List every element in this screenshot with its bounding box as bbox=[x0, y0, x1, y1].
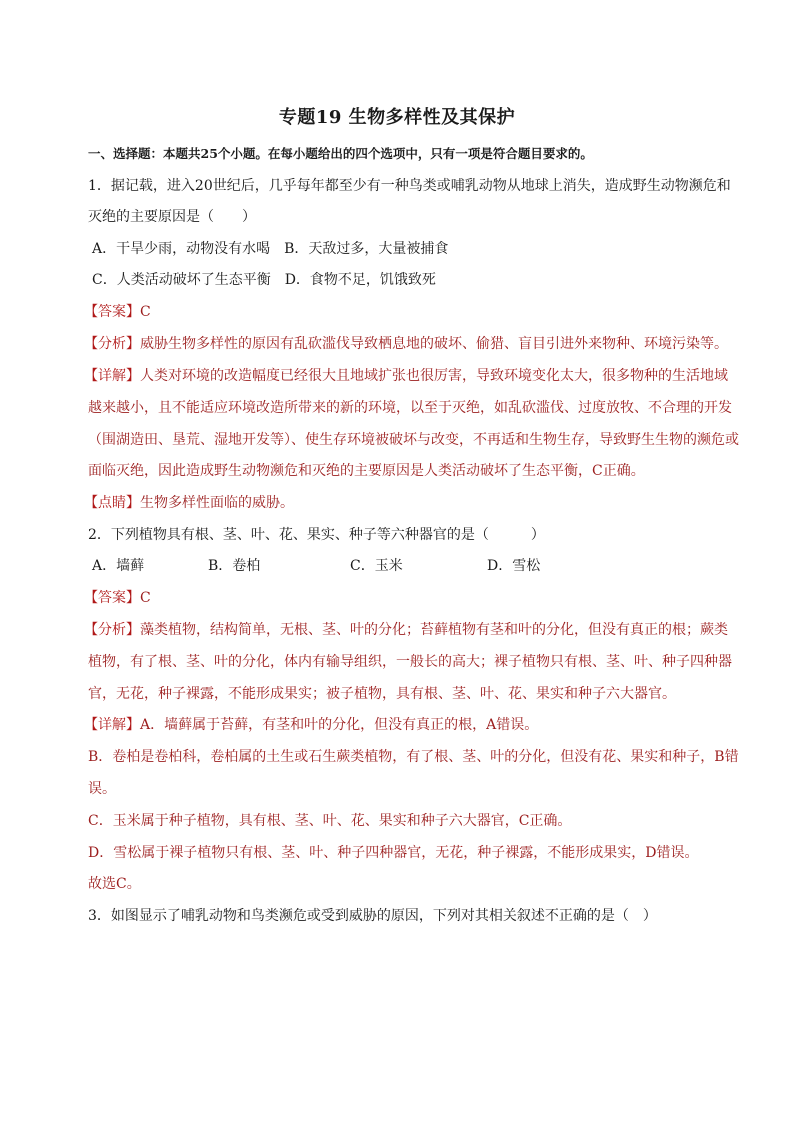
q1-detail-line-2: 越来越小，且不能适应环境改造所带来的新的环境，以至于灭绝，如乱砍滥伐、过度放牧、不合理的开发 bbox=[88, 400, 732, 416]
q2-conclusion: 故选C。 bbox=[88, 876, 141, 892]
analysis-text: 威胁生物多样性的原因有乱砍滥伐导致栖息地的破坏、偷猎、盲目引进外来物种、环境污染等。 bbox=[140, 336, 728, 352]
q1-detail-line-1 bbox=[84, 366, 728, 386]
q1-point bbox=[84, 493, 714, 513]
detail-tag: 【详解】 bbox=[84, 368, 140, 384]
q1-answer bbox=[84, 302, 714, 322]
answer-value: C bbox=[140, 590, 151, 606]
analysis-text: 藻类植物，结构简单，无根、茎、叶的分化；苔藓植物有茎和叶的分化，但没有真正的根；蕨类 bbox=[140, 622, 728, 638]
q1-options-line-1: A．干旱少雨，动物没有水喝 B．天敌过多，大量被捕食 bbox=[92, 241, 449, 257]
q1-stem-line-1: 1．据记载，进入20世纪后，几乎每年都至少有一种鸟类或哺乳动物从地球上消失，造成野生动物濒危和 bbox=[88, 178, 731, 194]
answer-tag: 【答案】 bbox=[84, 590, 140, 606]
q2-analysis-line-2: 植物，有了根、茎、叶的分化，体内有输导组织，一般长的高大；裸子植物只有根、茎、叶、种子四种器 bbox=[88, 654, 732, 670]
point-text: 生物多样性面临的威胁。 bbox=[140, 495, 294, 511]
q2-option-b: B．卷柏 bbox=[208, 558, 261, 574]
q2-stem: 2．下列植物具有根、茎、叶、花、果实、种子等六种器官的是（ ） bbox=[88, 527, 545, 543]
section-heading: 一、选择题：本题共25个小题。在每小题给出的四个选项中，只有一项是符合题目要求的。 bbox=[88, 146, 593, 161]
q2-analysis-line-1 bbox=[84, 620, 728, 640]
page-title: 专题19 生物多样性及其保护 bbox=[278, 107, 516, 128]
q2-answer bbox=[84, 588, 714, 608]
analysis-tag: 【分析】 bbox=[84, 622, 140, 638]
q2-option-a: A．墙藓 bbox=[92, 558, 145, 574]
q2-detail-line-5: D．雪松属于裸子植物只有根、茎、叶、种子四种器官，无花，种子裸露，不能形成果实，D错误。 bbox=[88, 845, 699, 861]
q1-options-line-2: C．人类活动破坏了生态平衡 D．食物不足，饥饿致死 bbox=[92, 272, 436, 288]
q2-option-c: C．玉米 bbox=[350, 558, 403, 574]
q1-detail-line-3: （围湖造田、垦荒、湿地开发等）、使生存环境被破坏与改变，不再适和生物生存，导致野生生物的濒危或 bbox=[88, 432, 739, 448]
q1-stem-line-2: 灭绝的主要原因是（ ） bbox=[88, 209, 256, 225]
q2-option-d: D．雪松 bbox=[487, 558, 541, 574]
detail-tag: 【详解】 bbox=[84, 717, 140, 733]
answer-tag: 【答案】 bbox=[84, 304, 140, 320]
q2-detail-line-2: B．卷柏是卷柏科，卷柏属的土生或石生蕨类植物，有了根、茎、叶的分化，但没有花、果实和种子，B错 bbox=[88, 749, 739, 765]
q1-analysis bbox=[84, 334, 728, 354]
q3-stem: 3．如图显示了哺乳动物和鸟类濒危或受到威胁的原因，下列对其相关叙述不正确的是（ ） bbox=[88, 908, 657, 924]
detail-text: 人类对环境的改造幅度已经很大且地域扩张也很厉害，导致环境变化太大，很多物种的生活地域 bbox=[140, 368, 728, 384]
q2-detail-line-4: C．玉米属于种子植物，具有根、茎、叶、花、果实和种子六大器官，C正确。 bbox=[88, 813, 572, 829]
q2-detail-line-1 bbox=[84, 715, 714, 735]
q2-detail-line-3: 误。 bbox=[88, 781, 116, 797]
analysis-tag: 【分析】 bbox=[84, 336, 140, 352]
point-tag: 【点睛】 bbox=[84, 495, 140, 511]
answer-value: C bbox=[140, 304, 151, 320]
q2-analysis-line-3: 官，无花，种子裸露，不能形成果实；被子植物，具有根、茎、叶、花、果实和种子六大器官。 bbox=[88, 686, 676, 702]
detail-text: A．墙藓属于苔藓，有茎和叶的分化，但没有真正的根，A错误。 bbox=[140, 717, 539, 733]
q1-detail-line-4: 面临灭绝，因此造成野生动物濒危和灭绝的主要原因是人类活动破坏了生态平衡，C正确。 bbox=[88, 463, 645, 479]
